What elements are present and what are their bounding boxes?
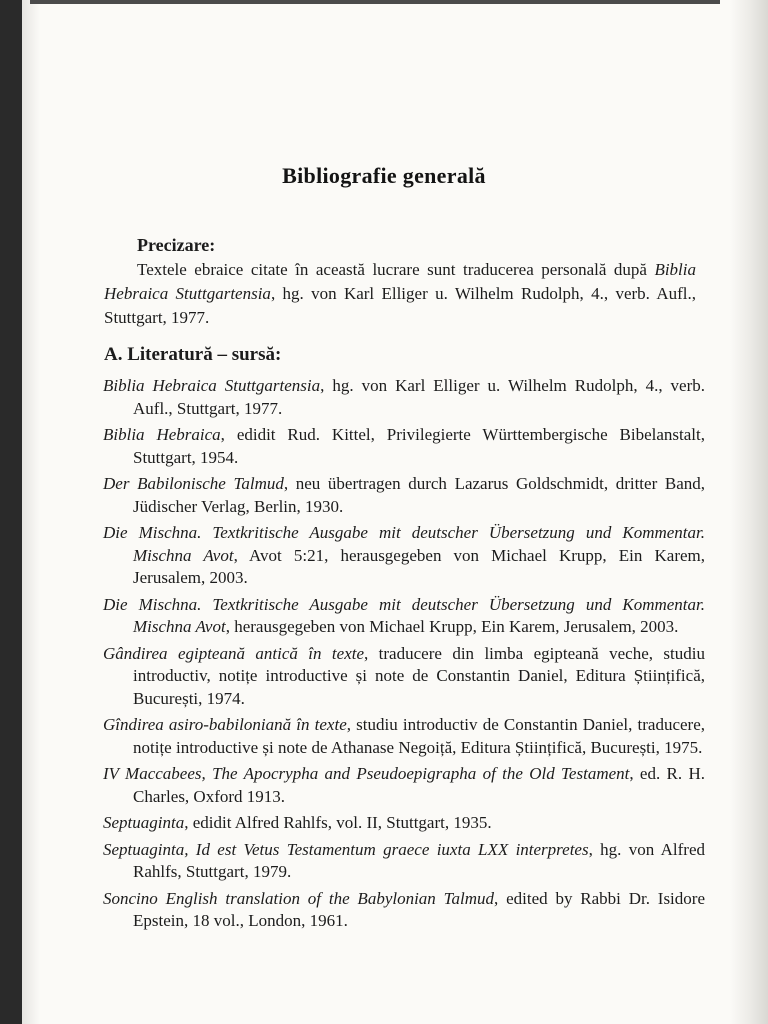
bibliography-entry bbox=[103, 643, 705, 711]
note-paragraph bbox=[104, 258, 696, 330]
entry-details: , studiu introductiv de Constantin Daniel, traducere, notițe introductive și note de Athanase Negoiță, Editura Științifică, București, 1975. bbox=[133, 715, 705, 757]
entry-title: Gîndirea asiro-babiloniană în texte bbox=[103, 715, 347, 734]
entry-title: Gândirea egipteană antică în texte bbox=[103, 643, 365, 663]
bibliography-entry bbox=[103, 473, 705, 518]
bibliography-entry bbox=[103, 812, 705, 835]
entry-details: , neu übertragen durch Lazarus Goldschmidt, dritter Band, Jüdischer Verlag, Berlin, 1930. bbox=[133, 474, 706, 516]
entry-title: Der Babilonische Talmud bbox=[103, 474, 284, 493]
entry-details: , edidit Rud. Kittel, Privilegierte Württembergische Bibelanstalt, Stuttgart, 1954. bbox=[133, 425, 706, 467]
page-title: Bibliografie generală bbox=[282, 163, 486, 188]
entry-details: , traducere din limba egipteană veche, studiu introductiv, notițe introductive și note de Constantin Daniel, Editura Științifică, București, 1974. bbox=[133, 643, 705, 708]
note-text-part-1: Textele ebraice citate în această lucrare sunt traducerea personală după bbox=[137, 260, 655, 279]
bibliography-entry bbox=[103, 375, 705, 420]
bibliography-entry bbox=[103, 714, 705, 759]
section-heading: A. Literatură – sursă: bbox=[104, 344, 282, 365]
entry-details: , hg. von Karl Elliger u. Wilhelm Rudolph, 4., verb. Aufl., Stuttgart, 1977. bbox=[133, 376, 706, 418]
entry-title: Biblia Hebraica Stuttgartensia bbox=[103, 376, 321, 395]
bibliography-entry bbox=[103, 763, 705, 808]
note-text-part-2: , hg. von Karl Elliger u. Wilhelm Rudolph, 4., verb. Aufl., Stuttgart, 1977. bbox=[104, 284, 696, 327]
entry-title: Septuaginta bbox=[103, 813, 185, 832]
bibliography-entry bbox=[103, 424, 705, 469]
page-top-edge bbox=[30, 0, 720, 4]
bibliography-entry bbox=[103, 522, 705, 590]
note-text-italic-title: Biblia Hebraica Stuttgartensia bbox=[104, 260, 696, 303]
bibliography-entry bbox=[103, 839, 705, 884]
entry-details: , edidit Alfred Rahlfs, vol. II, Stuttgart, 1935. bbox=[184, 813, 492, 832]
entry-title: Soncino English translation of the Babylonian Talmud bbox=[103, 888, 495, 908]
entry-details: , edited by Rabbi Dr. Isidore Epstein, 18 vol., London, 1961. bbox=[133, 888, 705, 930]
entry-title: Septuaginta, Id est Vetus Testamentum graece iuxta LXX interpretes bbox=[103, 839, 589, 859]
entry-title: IV Maccabees, The Apocrypha and Pseudoepigrapha of the Old Testament bbox=[103, 764, 630, 783]
entry-title: Die Mischna. Textkritische Ausgabe mit deutscher Übersetzung und Kommentar. Mischna Avot bbox=[103, 523, 705, 565]
entry-title: Biblia Hebraica bbox=[103, 425, 221, 444]
entry-details: , hg. von Alfred Rahlfs, Stuttgart, 1979. bbox=[133, 839, 705, 881]
entry-details: , Avot 5:21, herausgegeben von Michael Krupp, Ein Karem, Jerusalem, 2003. bbox=[133, 545, 706, 587]
bibliography-list bbox=[103, 375, 705, 937]
bibliography-entry bbox=[103, 888, 705, 933]
entry-details: , herausgegeben von Michael Krupp, Ein Karem, Jerusalem, 2003. bbox=[225, 617, 679, 636]
entry-details: , ed. R. H. Charles, Oxford 1913. bbox=[133, 764, 705, 806]
bibliography-entry bbox=[103, 594, 705, 639]
entry-title: Die Mischna. Textkritische Ausgabe mit deutscher Übersetzung und Kommentar. Mischna Avot bbox=[103, 594, 705, 636]
note-heading: Precizare: bbox=[137, 235, 216, 255]
